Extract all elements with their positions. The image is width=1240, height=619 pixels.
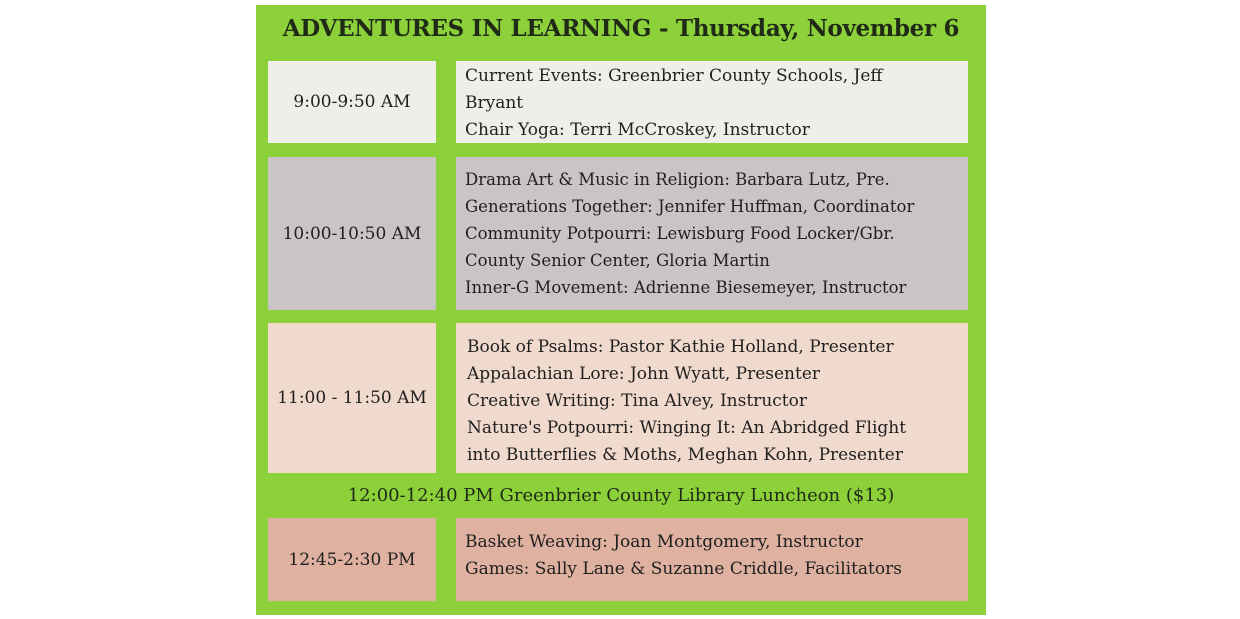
slot-time-label: 11:00 - 11:50 AM — [277, 388, 427, 408]
slot-time-label: 12:45-2:30 PM — [288, 549, 416, 570]
session-line: Basket Weaving: Joan Montgomery, Instructor — [465, 532, 863, 552]
session-line: Nature's Potpourri: Winging It: An Abridged Flight — [467, 418, 907, 438]
schedule-title: ADVENTURES IN LEARNING - Thursday, November 6 — [282, 15, 960, 42]
session-line: Generations Together: Jennifer Huffman, Coordinator — [465, 197, 915, 216]
session-line: Drama Art & Music in Religion: Barbara Lutz, Pre. — [465, 170, 890, 189]
lunch-banner: 12:00-12:40 PM Greenbrier County Library Luncheon ($13) — [347, 485, 895, 506]
session-line: Community Potpourri: Lewisburg Food Locker/Gbr. — [465, 224, 895, 243]
session-line: County Senior Center, Gloria Martin — [465, 251, 770, 270]
session-line: Inner-G Movement: Adrienne Biesemeyer, Instructor — [465, 278, 907, 297]
session-line: Bryant — [465, 93, 524, 113]
slot-time-label: 9:00-9:50 AM — [293, 92, 411, 112]
schedule-panel — [256, 5, 986, 615]
slot-time-3 — [268, 323, 436, 473]
slot-sessions-4 — [456, 518, 968, 601]
slot-sessions-3 — [456, 323, 968, 473]
session-line: Book of Psalms: Pastor Kathie Holland, Presenter — [467, 337, 894, 357]
slot-sessions-1 — [456, 61, 968, 143]
slot-time-2 — [268, 157, 436, 310]
slot-time-4 — [268, 518, 436, 601]
session-line: Current Events: Greenbrier County Schools, Jeff — [465, 66, 883, 86]
session-line: Appalachian Lore: John Wyatt, Presenter — [467, 364, 821, 384]
session-line: Chair Yoga: Terri McCroskey, Instructor — [465, 120, 810, 140]
session-line: into Butterflies & Moths, Meghan Kohn, Presenter — [467, 445, 903, 465]
session-line: Games: Sally Lane & Suzanne Criddle, Facilitators — [465, 559, 902, 579]
slot-time-label: 10:00-10:50 AM — [282, 223, 422, 244]
slot-time-1 — [268, 61, 436, 143]
slot-sessions-2 — [456, 157, 968, 310]
session-line: Creative Writing: Tina Alvey, Instructor — [467, 391, 807, 411]
